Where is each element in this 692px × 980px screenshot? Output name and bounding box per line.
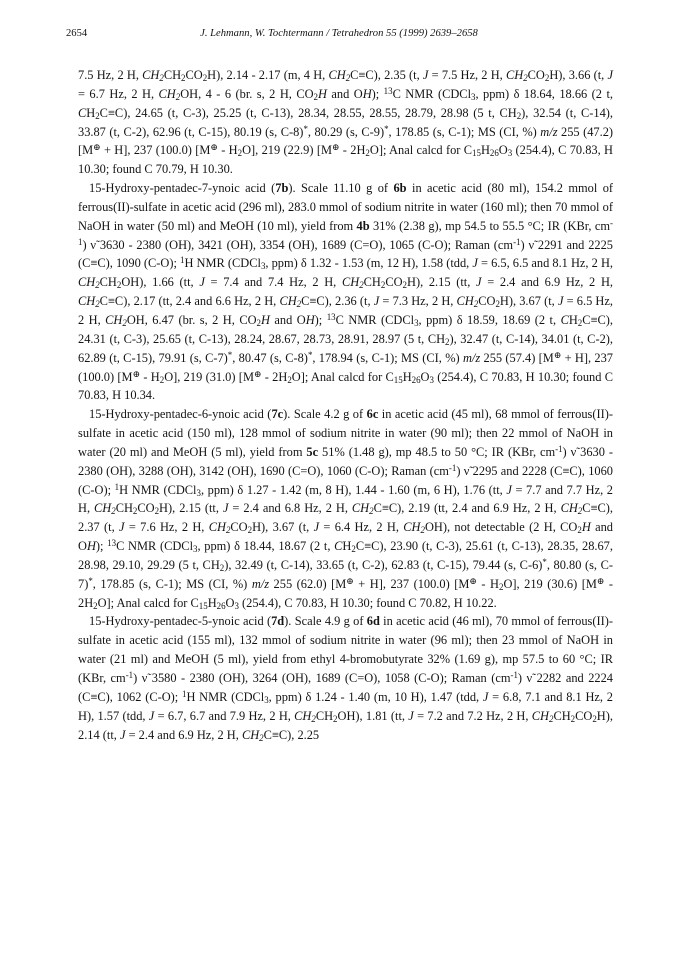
paragraph-7d: 15-Hydroxy-pentadec-5-ynoic acid (7d). Scale 4.9 g of 6d in acetic acid (46 ml), 70 mmol of ferrous(II)-sulfate in acetic acid (155 ml), 132 mmol of sodium nitrite in water (96 ml); then 23 mmol of NaOH in water (21 ml) and MeOH (5 ml), yield from ethyl 4-bromobutyrate 32% (1.69 g), mp 57.5 to 60 °C; IR (KBr, $cm^{-1}$) ν̃ 3580 - 2380 (OH), 3264 (OH), 1689 (C=O), 1058 (C-O); Raman $(cm^{-1})$ ν̃ 2282 and 2224 (C≡C), 1062 (C-O); $^1$H NMR (CDCl$_3$, ppm) δ 1.24 - 1.40 (m, 10 H), 1.47 (tdd, J = 6.8, 7.1 and 8.1 Hz, 2 H), 1.57 (tdd, J = 6.7, 6.7 and 7.9 Hz, 2 H, $CH_2CH_2OH$), 1.81 (tt, J = 7.2 and 7.2 Hz, 2 H, $CH_2CH_2CO_2H$), 2.14 (tt, J = 2.4 and 6.9 Hz, 2 H, $CH_2C\equiv C$), 2.25: [78, 614, 614, 743]
paragraph-7c: 15-Hydroxy-pentadec-6-ynoic acid (7c). Scale 4.2 g of 6c in acetic acid (45 ml), 68 mmol of ferrous(II)-sulfate in acetic acid (150 ml), 128 mmol of sodium nitrite in water (90 ml); then 22 mmol of NaOH in water (20 ml) and MeOH (5 ml), yield from 5c 51% (1.48 g), mp 48.5 to 50 °C; IR (KBr, $cm^{-1}$) ν̃ 3630 - 2380 (OH), 3288 (OH), 3142 (OH), 1690 (C=O), 1060 (C-O); Raman $(cm^{-1})$ ν̃ 2295 and 2228 (C≡C), 1060 (C-O); $^1$H NMR (CDCl$_3$, ppm) δ 1.27 - 1.42 (m, 8 H), 1.44 - 1.60 (m, 6 H), 1.76 (tt, J = 7.7 and 7.7 Hz, 2 H, $CH_2CH_2CO_2H$), 2.15 (tt, J = 2.4 and 6.8 Hz, 2 H, $CH_2C\equiv C$), 2.19 (tt, 2.4 and 6.9 Hz, 2 H, $CH_2C\equiv C$), 2.37 (t, J = 7.6 Hz, 2 H, $CH_2CO_2H$), 3.67 (t, J = 6.4 Hz, 2 H, $CH_2OH$), not detectable (2 H, $CO_2H$ and OH); $^{13}$C NMR (CDCl$_3$, ppm) δ 18.44, 18.67 (2 t, $CH_2C\equiv C$), 23.90 (t, C-3), 25.61 (t, C-13), 28.35, 28.67, 28.98, 29.10, 29.29 (5 t, $CH_2$), 32.49 (t, C-14), 33.65 (t, C-2), 62.83 (t, C-15), 79.44 (s, C-6)*, 80.80 (s, C-7)*, 178.85 (s, C-1); MS (CI, %) m/z 255 (62.0) [M⊕ + H], 237 (100.0) $[M^\oplus - H_2O]$, 219 (30.6) $[M^\oplus - 2H_2O]$; Anal calcd for $C_{15}H_{26}O_3$ (254.4), C 70.83, H 10.30; found C 70.82, H 10.22.: [78, 407, 614, 611]
page-number: 2654: [66, 28, 88, 39]
paragraph-7b: 15-Hydroxy-pentadec-7-ynoic acid (7b). Scale 11.10 g of 6b in acetic acid (80 ml), 154.2 mmol of ferrous(II)-sulfate in acetic acid (296 ml), 283.0 mmol of sodium nitrite in water (160 ml); then 70 mmol of NaOH in water (50 ml) and MeOH (10 ml), yield from 4b 31% (2.38 g), mp 54.5 to 55.5 °C; IR (KBr, $cm^{-1}$) ν̃ 3630 - 2380 (OH), 3421 (OH), 3354 (OH), 1689 (C=O), 1065 (C-O); Raman $(cm^{-1})$ ν̃ 2291 and 2225 (C≡C), 1090 (C-O); $^1$H NMR (CDCl$_3$, ppm) δ 1.32 - 1.53 (m, 12 H), 1.58 (tdd, J = 6.5, 6.5 and 8.1 Hz, 2 H, $CH_2CH_2OH$), 1.66 (tt, J = 7.4 and 7.4 Hz, 2 H, $CH_2CH_2CO_2H$), 2.15 (tt, J = 2.4 and 6.9 Hz, 2 H, $CH_2C\equiv C$), 2.17 (tt, 2.4 and 6.6 Hz, 2 H, $CH_2C\equiv C$), 2.36 (t, J = 7.3 Hz, 2 H, $CH_2CO_2H$), 3.67 (t, J = 6.5 Hz, 2 H, $CH_2OH$, 6.47 (br. s, 2 H, $CO_2H$ and OH); $^{13}$C NMR (CDCl$_3$, ppm) δ 18.59, 18.69 (2 t, $CH_2C\equiv C$), 24.31 (t, C-3), 25.65 (t, C-13), 28.24, 28.67, 28.73, 28.91, 28.97 (5 t, $CH_2$), 32.47 (t, C-14), 34.01 (t, C-2), 62.89 (t, C-15), 79.91 (s, C-7)*, 80.47 (s, C-8)*, 178.94 (s, C-1); MS (CI, %) m/z 255 (57.4) [M⊕ + H], 237 (100.0) $[M^\oplus - H_2O]$, 219 (31.0) $[M^\oplus - 2H_2O]$; Anal calcd for $C_{15}H_{26}O_3$ (254.4), C 70.83, H 10.30; found C 70.83, H 10.34.: [78, 181, 614, 403]
article-body: [78, 66, 613, 744]
paragraph-7a-continued: 7.5 Hz, 2 H, $CH_2CH_2CO_2H$), 2.14 - 2.17 (m, 4 H, $CH_2C\equiv C$), 2.35 (t, J = 7.5 Hz, 2 H, $CH_2CO_2H$), 3.66 (t, J = 6.7 Hz, 2 H, $CH_2OH$, 4 - 6 (br. s, 2 H, $CO_2H$ and OH); $^{13}$C NMR (CDCl$_3$, ppm) δ 18.64, 18.66 (2 t, $CH_2C\equiv C$), 24.65 (t, C-3), 25.25 (t, C-13), 28.34, 28.55, 28.55, 28.79, 28.98 (5 t, $CH_2$), 32.54 (t, C-14), 33.87 (t, C-2), 62.96 (t, C-15), 80.19 (s, C-8)*, 80.29 (s, C-9)*, 178.85 (s, C-1); MS (CI, %) m/z 255 (47.2) [M⊕ + H], 237 (100.0) $[M^\oplus - H_2O]$, 219 (22.9) $[M^\oplus - 2H_2O]$; Anal calcd for $C_{15}H_{26}O_3$ (254.4), C 70.83, H 10.30; found C 70.79, H 10.30.: [78, 68, 614, 177]
running-header: [66, 26, 612, 42]
journal-citation: J. Lehmann, W. Tochtermann / Tetrahedron 55 (1999) 2639–2658: [200, 28, 478, 39]
